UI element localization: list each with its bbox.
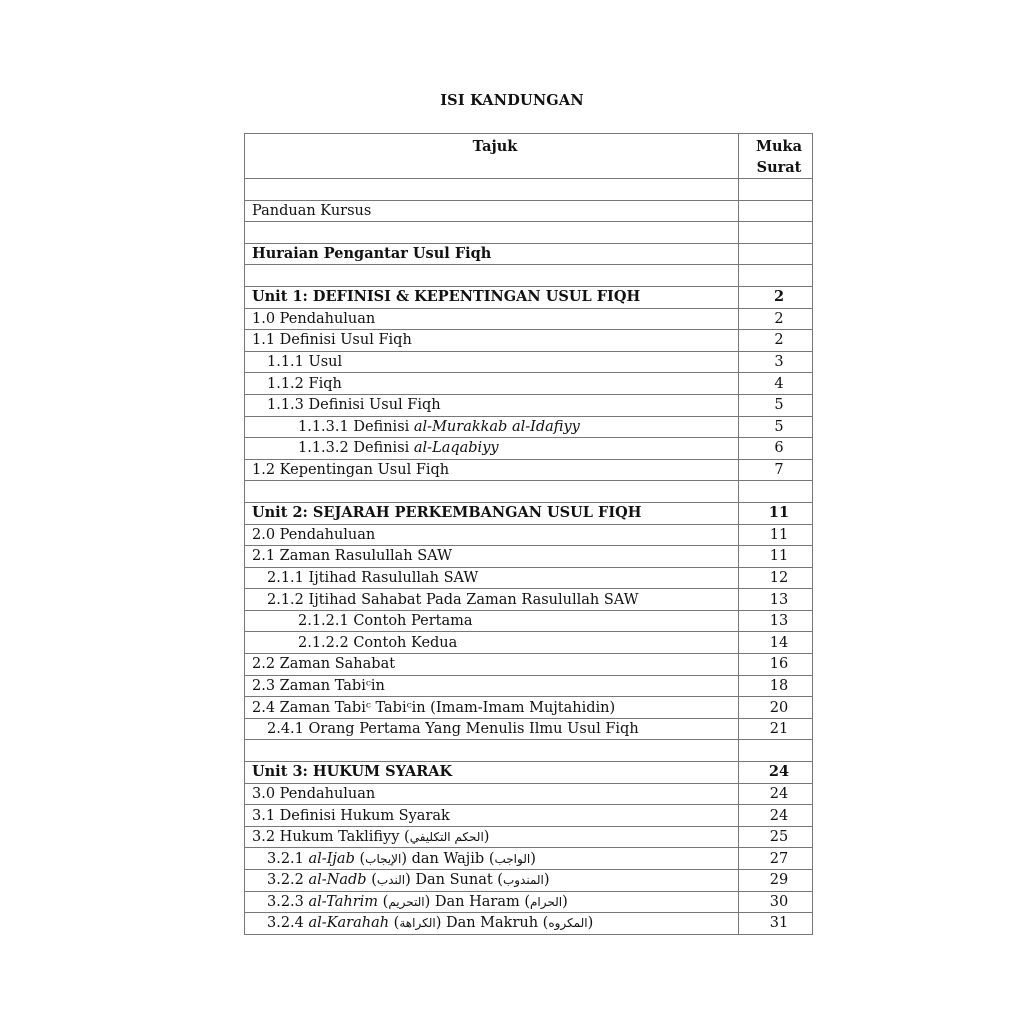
header-topic: Tajuk (245, 134, 739, 179)
row-title: 2.1.2.2 Contoh Kedua (245, 632, 739, 654)
table-row (245, 891, 813, 913)
table-row (245, 394, 813, 416)
table-row (245, 783, 813, 805)
row-page: 4 (739, 373, 813, 395)
row-page: 24 (739, 805, 813, 827)
table-row (245, 438, 813, 460)
row-page: 14 (739, 632, 813, 654)
table-row (245, 502, 813, 524)
table-row (245, 610, 813, 632)
table-row (245, 740, 813, 762)
row-page (739, 265, 813, 287)
row-page: 31 (739, 913, 813, 935)
table-row (245, 546, 813, 568)
row-page: 7 (739, 459, 813, 481)
row-title: 2.2 Zaman Sahabat (245, 654, 739, 676)
table-row (245, 524, 813, 546)
table-row (245, 416, 813, 438)
table-row (245, 675, 813, 697)
row-title (245, 481, 739, 503)
row-title: 1.1.3.1 Definisi al-Murakkab al-Idafiyy (245, 416, 739, 438)
row-title: 1.1.3 Definisi Usul Fiqh (245, 394, 739, 416)
table-row (245, 697, 813, 719)
row-page (739, 740, 813, 762)
table-header-row (245, 134, 813, 179)
toc-table (244, 133, 813, 935)
table-row (245, 373, 813, 395)
row-page (739, 222, 813, 244)
row-page: 27 (739, 848, 813, 870)
row-title (245, 265, 739, 287)
row-page (739, 179, 813, 201)
table-row (245, 286, 813, 308)
row-page (739, 243, 813, 265)
table-row (245, 913, 813, 935)
table-row (245, 567, 813, 589)
row-page (739, 481, 813, 503)
table-row (245, 265, 813, 287)
row-page: 3 (739, 351, 813, 373)
row-page: 30 (739, 891, 813, 913)
row-title: 2.1 Zaman Rasulullah SAW (245, 546, 739, 568)
row-title: 3.2.4 al-Karahah (الكراهة) Dan Makruh (المكروه) (245, 913, 739, 935)
row-page: 6 (739, 438, 813, 460)
row-page (739, 200, 813, 222)
row-title (245, 740, 739, 762)
row-title: 2.1.2.1 Contoh Pertama (245, 610, 739, 632)
row-title: 3.2.2 al-Nadb (الندب) Dan Sunat (المندوب) (245, 870, 739, 892)
row-title: 1.1.2 Fiqh (245, 373, 739, 395)
row-page: 20 (739, 697, 813, 719)
table-row (245, 481, 813, 503)
row-page: 2 (739, 286, 813, 308)
row-page: 25 (739, 826, 813, 848)
table-row (245, 351, 813, 373)
row-title (245, 222, 739, 244)
row-page: 11 (739, 502, 813, 524)
table-row (245, 654, 813, 676)
row-page: 29 (739, 870, 813, 892)
page-title: ISI KANDUNGAN (440, 92, 584, 109)
row-title: 1.1 Definisi Usul Fiqh (245, 330, 739, 352)
row-title: Unit 1: DEFINISI & KEPENTINGAN USUL FIQH (245, 286, 739, 308)
row-title: 1.0 Pendahuluan (245, 308, 739, 330)
row-title: 2.4.1 Orang Pertama Yang Menulis Ilmu Usul Fiqh (245, 718, 739, 740)
table-row (245, 805, 813, 827)
row-title: 2.3 Zaman Tabiᶜin (245, 675, 739, 697)
table-row (245, 330, 813, 352)
row-title: 3.1 Definisi Hukum Syarak (245, 805, 739, 827)
table-row (245, 589, 813, 611)
row-page: 13 (739, 610, 813, 632)
row-page: 24 (739, 783, 813, 805)
row-title: Panduan Kursus (245, 200, 739, 222)
row-page: 2 (739, 308, 813, 330)
header-page: Muka Surat (739, 134, 813, 179)
table-row (245, 848, 813, 870)
row-title: 1.2 Kepentingan Usul Fiqh (245, 459, 739, 481)
row-page: 5 (739, 416, 813, 438)
row-page: 16 (739, 654, 813, 676)
row-page: 11 (739, 546, 813, 568)
table-row (245, 200, 813, 222)
table-row (245, 308, 813, 330)
table-row (245, 179, 813, 201)
row-title: 1.1.3.2 Definisi al-Laqabiyy (245, 438, 739, 460)
row-title: 3.2.1 al-Ijab (الإيجاب) dan Wajib (الواجب) (245, 848, 739, 870)
row-title: 2.0 Pendahuluan (245, 524, 739, 546)
row-page: 2 (739, 330, 813, 352)
table-row (245, 459, 813, 481)
row-title: Huraian Pengantar Usul Fiqh (245, 243, 739, 265)
row-page: 13 (739, 589, 813, 611)
row-page: 21 (739, 718, 813, 740)
row-page: 11 (739, 524, 813, 546)
row-title: 2.1.2 Ijtihad Sahabat Pada Zaman Rasulullah SAW (245, 589, 739, 611)
table-row (245, 718, 813, 740)
row-title: 3.2.3 al-Tahrim (التحريم) Dan Haram (الحرام) (245, 891, 739, 913)
row-title: 3.2 Hukum Taklifiyy (الحكم التكليفي) (245, 826, 739, 848)
row-title: 1.1.1 Usul (245, 351, 739, 373)
table-row (245, 762, 813, 784)
row-page: 12 (739, 567, 813, 589)
row-title: 3.0 Pendahuluan (245, 783, 739, 805)
row-title: Unit 3: HUKUM SYARAK (245, 762, 739, 784)
row-title: 2.1.1 Ijtihad Rasulullah SAW (245, 567, 739, 589)
table-row (245, 243, 813, 265)
row-title (245, 179, 739, 201)
row-page: 24 (739, 762, 813, 784)
table-row (245, 826, 813, 848)
table-row (245, 632, 813, 654)
table-row (245, 222, 813, 244)
row-title: Unit 2: SEJARAH PERKEMBANGAN USUL FIQH (245, 502, 739, 524)
row-page: 5 (739, 394, 813, 416)
table-row (245, 870, 813, 892)
row-page: 18 (739, 675, 813, 697)
row-title: 2.4 Zaman Tabiᶜ Tabiᶜin (Imam-Imam Mujtahidin) (245, 697, 739, 719)
